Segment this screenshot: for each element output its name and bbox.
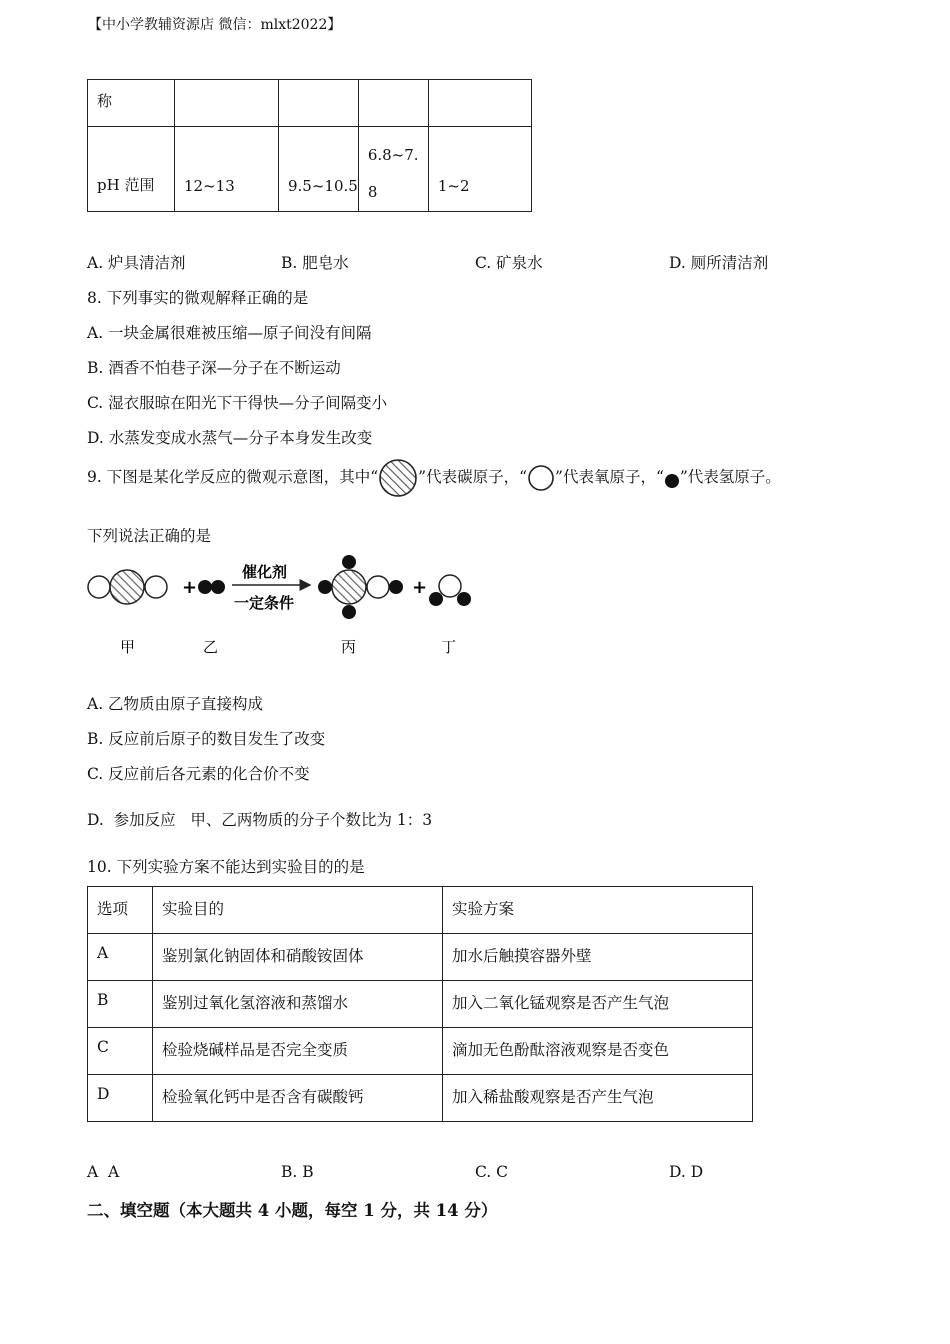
option-b: B. 肥皂水 — [281, 254, 349, 272]
carbon-atom — [110, 570, 144, 604]
experiment-table — [87, 886, 753, 1122]
table-cell: 检验氧化钙中是否含有碳酸钙 — [153, 1075, 443, 1122]
arrow-condition-top: 催化剂 — [242, 563, 288, 581]
option-d: D. 厕所清洁剂 — [669, 254, 769, 272]
q8-option-c: C. 湿衣服晾在阳光下干得快—分子间隔变小 — [87, 394, 388, 412]
page-header: 【中小学教辅资源店 微信：mlxt2022】 — [88, 17, 342, 33]
table-cell: 称 — [88, 80, 175, 127]
table-cell: 检验烧碱样品是否完全变质 — [153, 1028, 443, 1075]
molecule-ding — [429, 575, 471, 606]
molecule-jia — [88, 570, 167, 604]
q10-stem: 10. 下列实验方案不能达到实验目的的是 — [87, 858, 365, 876]
table-row — [88, 80, 532, 127]
hydrogen-atom — [389, 580, 403, 594]
table-row — [88, 1028, 753, 1075]
hydrogen-atom — [318, 580, 332, 594]
table-cell: 鉴别氯化钠固体和硝酸铵固体 — [153, 934, 443, 981]
table-cell: 鉴别过氧化氢溶液和蒸馏水 — [153, 981, 443, 1028]
label-jia: 甲 — [120, 638, 136, 656]
hydrogen-atom — [342, 555, 356, 569]
table-row — [88, 934, 753, 981]
label-bing: 丙 — [341, 638, 357, 656]
table-cell: B — [88, 981, 153, 1028]
q9-stem-line2: 下列说法正确的是 — [87, 527, 212, 545]
table-cell — [428, 80, 531, 127]
table-header-cell: 实验方案 — [443, 887, 753, 934]
table-cell: 加入二氧化锰观察是否产生气泡 — [443, 981, 753, 1028]
option-b: B. B — [281, 1163, 314, 1181]
table-cell: 加入稀盐酸观察是否产生气泡 — [443, 1075, 753, 1122]
option-c: C. C — [475, 1163, 509, 1181]
table-row — [88, 127, 532, 212]
table-cell — [358, 80, 428, 127]
table-cell — [358, 127, 428, 212]
table-cell — [279, 80, 359, 127]
molecule-yi — [198, 580, 225, 594]
carbon-atom-icon — [378, 458, 418, 498]
q8-option-b: B. 酒香不怕巷子深—分子在不断运动 — [87, 359, 341, 377]
q9-option-b: B. 反应前后原子的数目发生了改变 — [87, 730, 326, 748]
q9-stem — [87, 457, 781, 497]
q8-stem: 8. 下列事实的微观解释正确的是 — [87, 289, 309, 307]
arrow-condition-bottom: 一定条件 — [234, 594, 295, 612]
q9-stem-text: ”代表氧原子，“ — [555, 468, 664, 486]
option-a: A. 炉具清洁剂 — [87, 254, 186, 272]
option-a: A A — [87, 1163, 120, 1181]
carbon-atom — [332, 570, 366, 604]
table-row — [88, 887, 753, 934]
table-header-cell: 选项 — [88, 887, 153, 934]
table-row — [88, 1075, 753, 1122]
q9-option-c: C. 反应前后各元素的化合价不变 — [87, 765, 310, 783]
table-cell: 12~13 — [175, 127, 279, 212]
ph-table — [87, 79, 532, 212]
oxygen-atom — [88, 576, 110, 598]
table-cell: pH 范围 — [88, 127, 175, 212]
table-cell: C — [88, 1028, 153, 1075]
q8-option-d: D. 水蒸发变成水蒸气—分子本身发生改变 — [87, 429, 373, 447]
section-title: 二、填空题（本大题共 4 小题，每空 1 分，共 14 分） — [87, 1201, 498, 1220]
reaction-diagram — [82, 548, 482, 668]
q9-stem-text: ”代表碳原子，“ — [418, 468, 528, 486]
hydrogen-atom — [342, 605, 356, 619]
table-cell: 9.5~10.5 — [279, 127, 359, 212]
plus-sign: + — [182, 577, 198, 598]
q7-options — [87, 251, 887, 275]
oxygen-atom — [439, 575, 461, 597]
hydrogen-atom — [457, 592, 471, 606]
oxygen-atom — [145, 576, 167, 598]
table-row — [88, 981, 753, 1028]
q8-option-a: A. 一块金属很难被压缩—原子间没有间隔 — [87, 324, 372, 342]
table-cell — [175, 80, 279, 127]
table-cell: A — [88, 934, 153, 981]
q9-stem-text: 9. 下图是某化学反应的微观示意图，其中“ — [87, 468, 379, 486]
oxygen-atom-icon — [527, 464, 555, 492]
label-yi: 乙 — [203, 638, 219, 656]
q10-options — [87, 1163, 887, 1187]
table-cell: 加水后触摸容器外壁 — [443, 934, 753, 981]
option-d: D. D — [669, 1163, 704, 1181]
molecule-bing — [318, 555, 403, 619]
label-ding: 丁 — [441, 638, 457, 656]
oxygen-atom — [367, 576, 389, 598]
ph-value-part: 8 — [367, 183, 378, 201]
hydrogen-atom-icon — [664, 473, 680, 489]
q9-option-d: D. 参加反应 甲、乙两物质的分子个数比为 1：3 — [87, 811, 433, 829]
option-c: C. 矿泉水 — [475, 254, 543, 272]
ph-value-part: 6.8~7. — [367, 146, 419, 164]
hydrogen-atom — [211, 580, 225, 594]
table-cell: 滴加无色酚酞溶液观察是否变色 — [443, 1028, 753, 1075]
table-cell: 1~2 — [428, 127, 531, 212]
table-cell: D — [88, 1075, 153, 1122]
q9-option-a: A. 乙物质由原子直接构成 — [87, 695, 264, 713]
table-header-cell: 实验目的 — [153, 887, 443, 934]
q9-stem-text: ”代表氢原子。 — [679, 468, 781, 486]
hydrogen-atom — [429, 592, 443, 606]
hydrogen-atom — [198, 580, 212, 594]
plus-sign: + — [412, 577, 428, 598]
